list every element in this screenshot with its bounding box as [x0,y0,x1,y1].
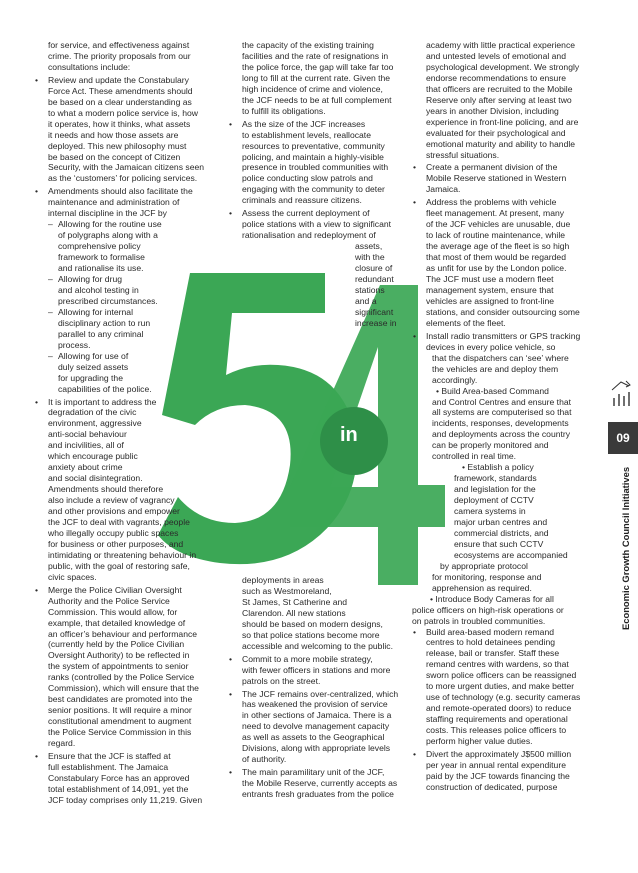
growth-chart-icon [609,378,633,408]
section-side-title: Economic Growth Council Initiatives [620,466,631,630]
bullet-item-inset: • Build Area-based Command and Control Centres and ensure that all systems are computerised so that incidents, responses, developments and deployments across the country can be properly monitored and controlled in real time. [432,385,572,462]
column-3 [412,40,590,793]
bullet-item: • Merge the Police Civilian Oversight Authority and the Police Service Commission. This would allow, for example, that detailed knowledge of an officer’s behaviour and performance (currently held by the Police Civilian Oversight Authority) to be reflected in the system of appointments to senior ranks (controlled by the Police Service Commission), which will ensure that the best candidates are promoted into the senior positions. It will require a minor constitutional amendment to augment the Police Service Commission in this regard. [34,585,210,749]
column-1 [34,40,210,806]
bullet-item: • Assess the current deployment of police stations with a view to significant rationalisation and redeployment of [228,208,402,241]
paragraph: the capacity of the existing training facilities and the rate of resignations in the police force, the gap will take far too long to fill at the current rate. Given the high incidence of crime and violence, the JCF needs to be at full complement to fulfill its obligations. [242,40,394,116]
column-2 [228,40,402,329]
bullet-item: • Review and update the Constabulary Force Act. These amendments should be based on a clear understanding as to what a modern police service is, how it operates, how it thinks, what assets it needs and how those assets are deployed. This new philosophy must be based on the concept of Citizen Security, with the Jamaican citizens seen as the ‘customers’ for policing services. [34,75,210,185]
bullet-item: • Divert the approximately J$500 million per year in annual rental expenditure paid by the JCF towards financing the construction of dedicated, purpose [412,749,590,793]
paragraph: for service, and effectiveness against crime. The priority proposals from our consultations include: [48,40,191,72]
bullet-item: • Build area-based modern remand centres to hold detainees pending release, bail or transfer. Staff these remand centres with wardens, so that sworn police officers can be reassigned to more urgent duties, and make better use of technology (e.g. security cameras and remote-operated doors) to reduce staffing requirements and operational costs. This releases police officers to perform higher value duties. [412,627,590,747]
dash-item: – Allowing for the routine use of polygraphs along with a comprehensive policy framework to formalise and rationalise its use. [34,219,210,274]
bullet-item-inset: • Establish a policy framework, standards and legislation for the deployment of CCTV camera systems in major urban centres and commercial districts, and ensure that such CCTV ecosystems are accompanied by appropriate protocol for monitoring, response and apprehension as required. [432,462,568,593]
bullet-item: • Install radio transmitters or GPS tracking devices in every police vehicle, so that the dispatchers can ‘see’ where the vehicles are and deploy them accordingly. [412,331,590,386]
paragraph: academy with little practical experience and untested levels of emotional and psychological development. We strongly endorse recommendations to ensure that officers are recruited to the Mobile Reserve only after serving at least two years in another Division, including experience in front-line policing, and are evaluated for their psychological and emotional maturity and ability to handle stressful situations. [426,40,580,160]
bullet-item: • The main paramilitary unit of the JCF, the Mobile Reserve, currently accepts as entrants fresh graduates from the police [228,767,402,800]
bullet-item: • Address the problems with vehicle fleet management. At present, many of the JCF vehicles are unusable, due to lack of routine maintenance, while the average age of the fleet is so high that most of them would be regarded as unfit for use by the London police. The JCF must use a modern fleet management system, ensure that vehicles are assigned to front-line stations, and consider outsourcing some elements of the fleet. [412,197,590,328]
bullet-item: • The JCF remains over-centralized, which has weakened the provision of service in other sections of Jamaica. There is a need to devolve management capacity as well as assets to the Geographical Divisions, along with appropriate levels of authority. [228,689,402,766]
dash-item: – Allowing for drug and alcohol testing in prescribed circumstances. [34,274,210,307]
bullet-item: • Commit to a more mobile strategy, with fewer officers in stations and more patrols on the street. [228,654,402,687]
in-badge-shape [314,405,404,477]
dash-item: – Allowing for use of duly seized assets for upgrading the capabilities of the police. [34,351,210,395]
bullet-item: • Ensure that the JCF is staffed at full establishment. The Jamaica Constabulary Force has an approved total establishment of 14,091, yet the JCF today comprises only 11,219. Given [34,751,210,806]
bullet-item: • It is important to address the degradation of the civic environment, aggressive anti-social behaviour and incivilities, all of which encourage public anxiety about crime and social disintegration. Amendments should therefore also include a review of vagrancy and other provisions and empower the JCF to deal with vagrants, people who illegally occupy public spaces for business or other purposes, and intimidating or threatening behaviour in public, with the goal of restoring safe, civic spaces. [34,397,210,583]
page-number-tab: 09 [608,422,638,454]
paragraph: deployments in areas such as Westmoreland, St James, St Catherine and Clarendon. All new stations should be based on modern designs, so that police stations become more accessible and welcoming to the public. [242,575,393,651]
column-2-lower [228,575,402,800]
bullet-item: • As the size of the JCF increases to establishment levels, reallocate resources to preventative, community policing, and maintain a highly-visible presence in troubled communities with police conducting slow patrols and engaging with the community to deter criminals and reassure citizens. [228,119,402,207]
bullet-item: • Amendments should also facilitate the maintenance and administration of internal discipline in the JCF by [34,186,210,219]
wrapped-text-right: assets, with the closure of redundant stations and a significant increase in [355,241,397,328]
bullet-item: • Create a permanent division of the Mobile Reserve stationed in Western Jamaica. [412,162,590,195]
in-badge-text: in [340,424,358,446]
bullet-item-inset: • Introduce Body Cameras for all police officers on high-risk operations or on patrols in troubled communities. [412,593,564,626]
dash-item: – Allowing for internal disciplinary action to run parallel to any criminal process. [34,307,210,351]
